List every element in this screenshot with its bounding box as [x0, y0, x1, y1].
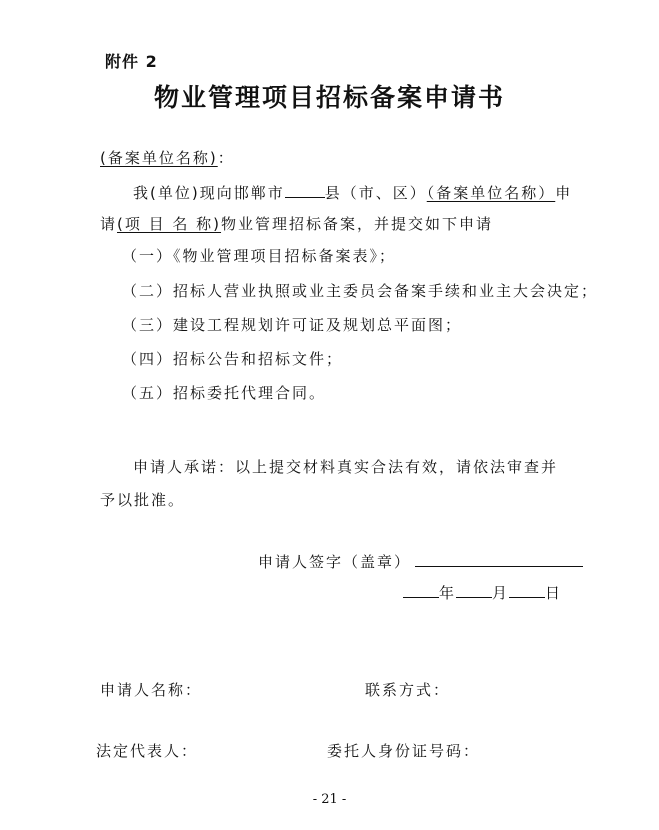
month-label: 月	[492, 584, 510, 602]
paragraph-line-1	[133, 182, 572, 203]
list-item: （二）招标人营业执照或业主委员会备案手续和业主大会决定；	[122, 282, 599, 300]
para1-part4: 申	[555, 184, 573, 202]
commitment-line-1: 申请人承诺：以上提交材料真实合法有效，请依法审查并	[133, 458, 559, 476]
attachment-label: 附件 2	[105, 52, 158, 71]
year-label: 年	[439, 584, 457, 602]
addressee-line	[100, 147, 235, 168]
para1-line2-prefix: 请	[100, 215, 118, 233]
para1-part1: 我(单位)现向邯郸市	[133, 184, 285, 202]
contact-field: 联系方式：	[365, 681, 451, 699]
county-blank	[285, 183, 325, 198]
page-number: - 21 -	[312, 792, 347, 807]
para1-line2-rest: 物业管理招标备案，并提交如下申请	[221, 215, 494, 233]
list-item: （三）建设工程规划许可证及规划总平面图；	[122, 316, 463, 334]
date-line	[403, 582, 562, 603]
year-blank[interactable]	[403, 583, 439, 598]
signature-label: 申请人签字（盖章）	[258, 553, 412, 571]
addressee-colon: ：	[217, 149, 235, 167]
signature-line	[258, 551, 583, 572]
signature-blank[interactable]	[415, 552, 583, 567]
day-label: 日	[545, 584, 563, 602]
trustee-id-field: 委托人身份证号码：	[327, 742, 481, 760]
list-item: （一）《物业管理项目招标备案表》；	[122, 247, 397, 265]
para1-part2: 县（市、区）	[324, 184, 427, 202]
project-name-placeholder: (项 目 名 称)	[117, 215, 222, 233]
applicant-name-field: 申请人名称：	[100, 681, 203, 699]
document-title: 物业管理项目招标备案申请书	[153, 83, 505, 112]
addressee-placeholder: (备案单位名称)	[100, 149, 218, 167]
legal-rep-field: 法定代表人：	[96, 742, 199, 760]
day-blank[interactable]	[509, 583, 545, 598]
paragraph-line-2	[100, 213, 493, 234]
list-item: （五）招标委托代理合同。	[122, 384, 327, 402]
list-item: （四）招标公告和招标文件；	[122, 350, 344, 368]
month-blank[interactable]	[456, 583, 492, 598]
agency-name-placeholder: （备案单位名称）	[426, 184, 556, 202]
commitment-line-2: 予以批准。	[100, 491, 186, 509]
